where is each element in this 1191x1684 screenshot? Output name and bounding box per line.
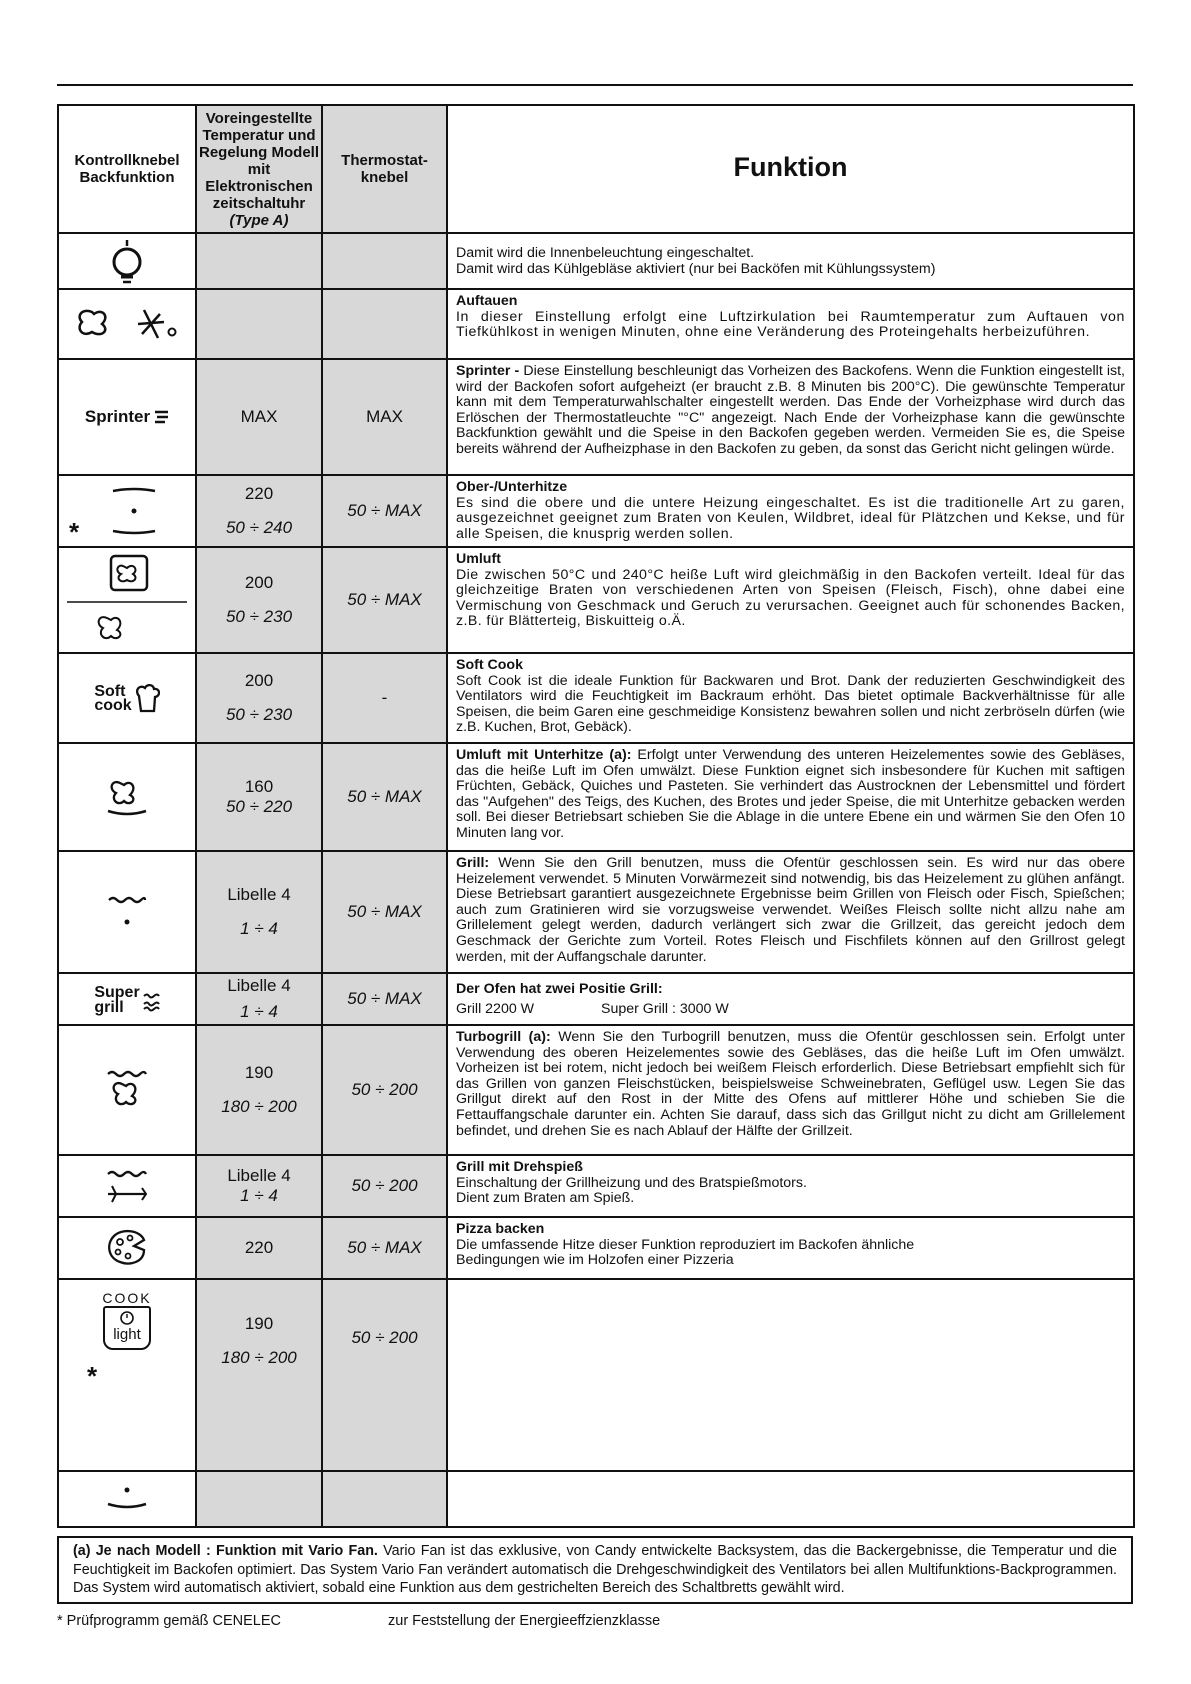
description-cell: Umluft mit Unterhitze (a): Erfolgt unter Verwendung des unteren Heizelementes sowie des Gebläses, das die heiße Luft im Ofen umwälzt. Diese Funktion eignet sich insbesondere für Kuchen mit saftigen Früchten, Gebäck, Quiches und Pasteten. Sie verhindert das Austrocknen der Lebensmittel und fördert das "Aufgehen" des Teigs, des Kuchen, des Brotes und jeder Speise, die mit Unterhitze gebacken werden soll. Bei dieser Betriebsart schieben Sie die Ablage in die untere Ebene ein und wärmen Sie den Ofen 10 Minuten lang vor.	[447, 743, 1134, 851]
symbol-cell	[58, 475, 196, 547]
bottom-heat-icon	[104, 1484, 150, 1514]
description-cell: Turbogrill (a): Wenn Sie den Turbogrill benutzen, muss die Ofentür geschlossen sein. Erfolgt unter Verwendung des oberen Heizelementes sowie des Gebläses, das die heiße Luft im Ofen umwälzt. Vorheizen ist bei rotem, nicht jedoch bei weißem Fleisch erforderlich. Diese Betriebsart empfiehlt sich für das Grillen von ganzen Fleischstücken, beispielsweise Schweinebraten, Geflügel usw. Legen Sie das Grillgut direkt auf den Rost in der Mitte des Ofens auf mittlerer Höhe und schieben Sie die Fettauffangschale darunter ein. Achten Sie darauf, dass sich das Grillgut nicht zu dicht am Grillelement befindet, und drehen Sie es nach Ablauf der Hälfte der Grillzeit.	[447, 1025, 1134, 1155]
header-funktion: Funktion	[447, 105, 1134, 233]
description-cell: Grill mit Drehspieß Einschaltung der Grillheizung und des Bratspießmotors. Dient zum Braten am Spieß.	[447, 1155, 1134, 1217]
symbol-cell	[58, 973, 196, 1025]
table-row	[58, 973, 1134, 1025]
thermostat-cell: 50 ÷ 200	[322, 1279, 447, 1471]
function-table	[57, 104, 1135, 1528]
description-cell: Umluft Die zwischen 50°C und 240°C heiße Luft wird gleichmäßig in den Backofen verteilt. Ideal für das gleichzeitige Braten von verschiedenen Arten von Speisen (Fleisch, Fisch), ohne dabei eine Vermischung von Geschmack und Geruch zu verursachen. Geeignet auch für schonendes Backen, z.B. für Blätterteig, Biskuitteig o.Ä.	[447, 547, 1134, 653]
header-control-knob: Kontrollknebel Backfunktion	[58, 105, 196, 233]
table-row	[58, 475, 1134, 547]
description-cell	[447, 1471, 1134, 1527]
description-cell: Sprinter - Diese Einstellung beschleunigt das Vorheizen des Backofens. Wenn die Funktion eingestellt ist, wird der Backofen sofort aufgeheizt (er braucht z.B. 8 Minuten bis 200°C). Die gewünschte Temperatur kann mit dem Temperaturwahlschalter eingestellt werden. Das Ende der Vorheizphase wird durch das Erlöschen der Thermostatleuchte "°C" angezeigt. Nach Ende der Vorheizphase kann die gewünschte Backfunktion gewählt und die Speise in den Backofen gegeben werden. Vermeiden Sie es, die Speise bereits während der Aufheizphase in den Backofen zu geben, da sonst das Gericht nicht gelingen würde.	[447, 359, 1134, 475]
thermostat-cell	[322, 1471, 447, 1527]
preset-cell	[196, 1471, 322, 1527]
symbol-cell	[58, 289, 196, 359]
preset-cell: MAX	[196, 359, 322, 475]
symbol-cell	[58, 1155, 196, 1217]
symbol-cell	[58, 233, 196, 289]
table-row	[58, 547, 1134, 653]
symbol-cell	[58, 1471, 196, 1527]
top-bottom-heat-icon	[109, 485, 159, 537]
turbogrill-icon	[104, 1068, 150, 1112]
top-rule	[57, 84, 1133, 86]
symbol-cell	[58, 653, 196, 743]
preset-cell: 190 180 ÷ 200	[196, 1279, 322, 1471]
super-grill-icon: Super grill	[94, 985, 159, 1015]
thermostat-cell: 50 ÷ MAX	[322, 547, 447, 653]
preset-cell: Libelle 4 1 ÷ 4	[196, 1155, 322, 1217]
symbol-cell	[58, 359, 196, 475]
table-row	[58, 233, 1134, 289]
thermostat-cell: 50 ÷ MAX	[322, 1217, 447, 1279]
fan-bottom-heat-icon	[104, 775, 150, 819]
header-thermostat: Thermostat-knebel	[322, 105, 447, 233]
cenelec-note: * Prüfprogramm gemäß CENELEC	[57, 1613, 282, 1629]
preset-cell: 200 50 ÷ 230	[196, 547, 322, 653]
preset-cell: Libelle 4 1 ÷ 4	[196, 851, 322, 973]
table-row	[58, 359, 1134, 475]
thermostat-cell: 50 ÷ 200	[322, 1155, 447, 1217]
table-row	[58, 1217, 1134, 1279]
description-cell: Grill: Wenn Sie den Grill benutzen, muss die Ofentür geschlossen sein. Es wird nur das obere Heizelement verwendet. 5 Minuten Vorwärmezeit sind notwendig, bis das Heizelement zu glühen anfängt. Diese Betriebsart garantiert ausgezeichnete Ergebnisse beim Grillen von Fleisch oder Fisch, Spießchen; auch zum Gratinieren wird sie vorzugsweise verwendet. Weißes Fleisch sollte nicht allzu nahe am Grillelement gelegt werden, dadurch verlängert sich zwar die Grillzeit, das gereicht jedoch dem Geschmack der Gerichte zum Vorteil. Rotes Fleisch und Fischfilets können auf den Grillrost gelegt werden, mit der Auffangschale darunter.	[447, 851, 1134, 973]
table-row	[58, 653, 1134, 743]
thermostat-cell: 50 ÷ MAX	[322, 743, 447, 851]
symbol-cell	[58, 1025, 196, 1155]
thermostat-cell: MAX	[322, 359, 447, 475]
table-row	[58, 1155, 1134, 1217]
grill-icon	[105, 894, 149, 930]
thermostat-cell: 50 ÷ 200	[322, 1025, 447, 1155]
preset-cell: Libelle 4 1 ÷ 4	[196, 973, 322, 1025]
description-cell: Damit wird die Innenbeleuchtung eingeschaltet. Damit wird das Kühlgebläse aktiviert (nur bei Backöfen mit Kühlungssystem)	[447, 233, 1134, 289]
energy-class-note: zur Feststellung der Energieeffzienzklasse	[388, 1613, 661, 1629]
thermostat-cell: 50 ÷ MAX	[322, 475, 447, 547]
thermostat-cell: -	[322, 653, 447, 743]
sprinter-icon: Sprinter	[84, 407, 151, 426]
preset-cell: 220 50 ÷ 240	[196, 475, 322, 547]
description-cell: Pizza backen Die umfassende Hitze dieser Funktion reproduziert im Backofen ähnliche Bedingungen wie im Holzofen einer Pizzeria	[447, 1217, 1134, 1279]
table-row	[58, 289, 1134, 359]
thermostat-cell	[322, 289, 447, 359]
symbol-cell	[58, 1217, 196, 1279]
symbol-cell	[58, 547, 196, 653]
preset-cell	[196, 289, 322, 359]
preset-cell: 200 50 ÷ 230	[196, 653, 322, 743]
soft-cook-icon: Soft cook	[94, 684, 159, 714]
thermostat-cell	[322, 233, 447, 289]
description-cell: Auftauen In dieser Einstellung erfolgt eine Luftzirkulation bei Raumtemperatur zum Auftauen von Tiefkühlkost in wenigen Minuten, ohne eine Veränderung des Proteingehalts herbeizuführen.	[447, 289, 1134, 359]
table-row	[58, 1025, 1134, 1155]
defrost-icon	[72, 304, 182, 344]
preset-cell	[196, 233, 322, 289]
thermostat-cell: 50 ÷ MAX	[322, 851, 447, 973]
description-cell: Soft Cook Soft Cook ist die ideale Funktion für Backwaren und Brot. Dank der reduzierten Geschwindigkeit des Ventilators wird die Feuchtigkeit im Backraum erhöht. Das bietet optimale Backverhältnisse für alle Speisen, die beim Garen eine geschmeidige Konsistenz bewahren sollen und nicht zerbröseln dürfen (wie z.B. Kuchen, Brot, Gebäck).	[447, 653, 1134, 743]
preset-cell: 190 180 ÷ 200	[196, 1025, 322, 1155]
table-row	[58, 743, 1134, 851]
star-marker: *	[87, 1361, 98, 1391]
lamp-icon	[105, 238, 149, 284]
cook-light-icon: COOK light	[102, 1290, 151, 1350]
description-cell	[447, 1279, 1134, 1471]
fan-heat-icon	[67, 552, 187, 648]
symbol-cell	[58, 1279, 196, 1471]
header-preset-temperature: Voreingestellte Temperatur und Regelung Modell mit Elektronischen zeitschaltuhr (Type A)	[196, 105, 322, 233]
symbol-cell	[58, 851, 196, 973]
table-row	[58, 1471, 1134, 1527]
thermostat-cell: 50 ÷ MAX	[322, 973, 447, 1025]
star-marker: *	[69, 517, 80, 547]
description-cell: Der Ofen hat zwei Positie Grill: Grill 2200 W Super Grill : 3000 W	[447, 973, 1134, 1025]
description-cell: Ober-/Unterhitze Es sind die obere und die untere Heizung eingeschaltet. Es ist die traditionelle Art zu garen, ausgezeichnet geeignet zum Braten von Keulen, Wildbret, ideal für Plätzchen und Kekse, und für alle Speisen, die knusprig werden sollen.	[447, 475, 1134, 547]
footnote-box: (a) Je nach Modell : Funktion mit Vario Fan. Vario Fan ist das exklusive, von Candy entwickelte Backsystem, das die Backergebnisse, die Temperatur und die Feuchtigkeit im Backofen optimiert. Das System Vario Fan verändert automatisch die Drehgeschwindigkeit des Ventilators bei allen Multifunktions-Backprogrammen. Das System wird automatisch aktiviert, sobald eine Funktion aus dem gestrichelten Bereich des Schaltbretts gewählt wird.	[57, 1536, 1133, 1604]
table-row	[58, 851, 1134, 973]
pizza-icon	[104, 1228, 150, 1268]
preset-cell: 220	[196, 1217, 322, 1279]
preset-cell: 160 50 ÷ 220	[196, 743, 322, 851]
rotisserie-icon	[102, 1166, 152, 1206]
table-row	[58, 1279, 1134, 1471]
symbol-cell	[58, 743, 196, 851]
table-header-row	[58, 105, 1134, 233]
